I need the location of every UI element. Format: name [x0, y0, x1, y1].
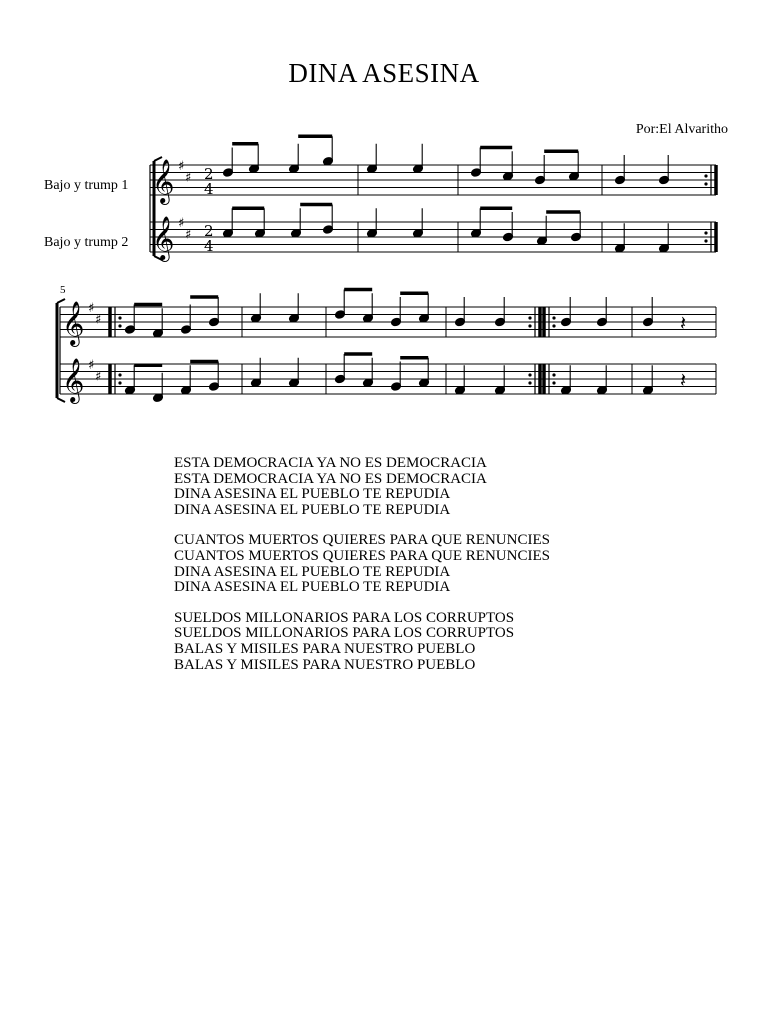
repeat-dot [528, 316, 531, 319]
repeat-dot [118, 316, 121, 319]
lyric-line: ESTA DEMOCRACIA YA NO ES DEMOCRACIA [174, 470, 487, 487]
repeat-dot [552, 381, 555, 384]
song-title: DINA ASESINA [288, 58, 480, 88]
sharp-icon: ♯ [178, 159, 185, 174]
repeat-dot [704, 231, 707, 234]
repeat-dot [118, 324, 121, 327]
lyric-line: ESTA DEMOCRACIA YA NO ES DEMOCRACIA [174, 455, 487, 471]
lyrics-block [174, 456, 550, 688]
treble-clef-icon: 𝄞 [62, 358, 85, 402]
sharp-icon: ♯ [95, 312, 102, 328]
composer-credit: Por:El Alvaritho [635, 122, 728, 137]
sharp-icon: ♯ [178, 216, 185, 231]
lyric-line: BALAS Y MISILES PARA NUESTRO PUEBLO [174, 656, 476, 673]
lyric-line: DINA ASESINA EL PUEBLO TE REPUDIA [174, 486, 451, 503]
time-signature: 4 [204, 180, 214, 198]
sharp-icon: ♯ [88, 301, 95, 316]
lyric-line: BALAS Y MISILES PARA NUESTRO PUEBLO [174, 640, 476, 657]
measure-number: 5 [60, 284, 66, 296]
lyric-line: CUANTOS MUERTOS QUIERES PARA QUE RENUNCIES [174, 532, 550, 549]
treble-clef-icon: 𝄞 [152, 216, 175, 260]
quarter-rest-icon: 𝄽 [680, 311, 687, 335]
time-signature: 2 [204, 222, 214, 240]
lyric-line: SUELDOS MILLONARIOS PARA LOS CORRUPTOS [174, 625, 515, 642]
repeat-dot [552, 316, 555, 319]
repeat-dot [118, 373, 121, 376]
repeat-dot [118, 381, 121, 384]
repeat-dot [552, 324, 555, 327]
quarter-rest-icon: 𝄽 [680, 368, 687, 392]
repeat-dot [528, 324, 531, 327]
lyric-line: DINA ASESINA EL PUEBLO TE REPUDIA [174, 563, 451, 580]
lyrics-stanza-1 [174, 456, 550, 518]
treble-clef-icon: 𝄞 [62, 301, 85, 345]
repeat-dot [704, 239, 707, 242]
lyric-line: DINA ASESINA EL PUEBLO TE REPUDIA [174, 579, 451, 596]
lyric-line: DINA ASESINA EL PUEBLO TE REPUDIA [174, 501, 451, 518]
repeat-dot [552, 373, 555, 376]
repeat-dot [528, 381, 531, 384]
repeat-dot [704, 174, 707, 177]
sharp-icon: ♯ [95, 369, 102, 385]
sharp-icon: ♯ [88, 358, 95, 373]
part-label-1: Bajo y trump 1 [44, 178, 129, 193]
lyrics-stanza-2 [174, 533, 550, 595]
part-label-2: Bajo y trump 2 [44, 235, 129, 250]
sharp-icon: ♯ [185, 227, 192, 243]
lyrics-stanza-3 [174, 611, 550, 673]
time-signature: 4 [204, 237, 214, 255]
lyric-line: CUANTOS MUERTOS QUIERES PARA QUE RENUNCIES [174, 547, 550, 564]
repeat-dot [528, 373, 531, 376]
time-signature: 2 [204, 165, 214, 183]
sharp-icon: ♯ [185, 170, 192, 186]
music-score [0, 0, 768, 420]
lyric-line: SUELDOS MILLONARIOS PARA LOS CORRUPTOS [174, 609, 515, 626]
treble-clef-icon: 𝄞 [152, 159, 175, 203]
repeat-dot [704, 182, 707, 185]
